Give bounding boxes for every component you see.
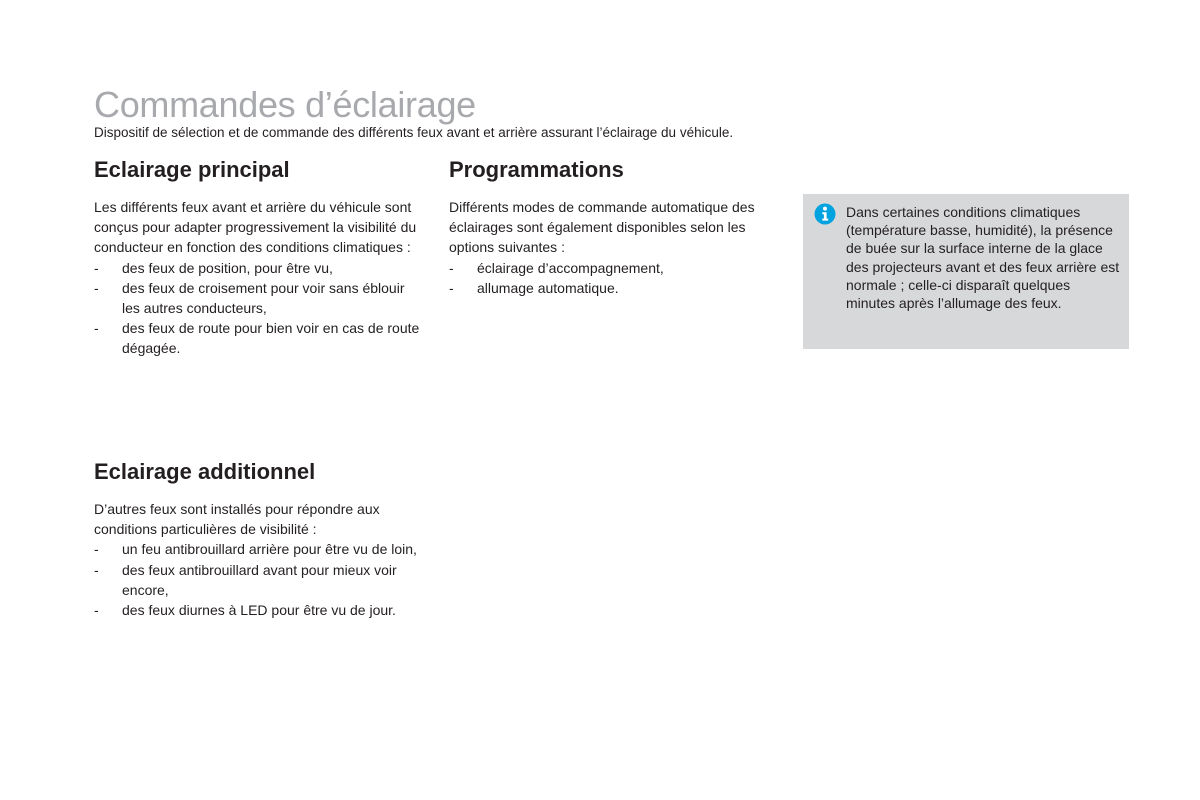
list-marker: - <box>94 602 99 619</box>
list-item-text: des feux antibrouillard avant pour mieux voir encore, <box>122 561 397 598</box>
list-item-text: des feux de position, pour être vu, <box>122 259 333 276</box>
list-item <box>94 278 424 318</box>
section-heading: Eclairage principal <box>94 157 290 182</box>
list-marker: - <box>94 279 99 296</box>
list-item-text: allumage automatique. <box>477 279 619 296</box>
info-icon <box>814 203 836 225</box>
section-intro: Différents modes de commande automatique des éclairages sont également disponibles selon les options suivantes : <box>449 199 755 256</box>
bullet-list <box>449 258 779 298</box>
list-item <box>94 258 424 278</box>
list-marker: - <box>94 541 99 558</box>
bullet-list <box>94 258 424 359</box>
section-intro: Les différents feux avant et arrière du véhicule sont conçus pour adapter progressivement la visibilité du conducteur en fonction des conditions climatiques : <box>94 199 417 256</box>
list-marker: - <box>94 259 99 276</box>
list-item-text: des feux de croisement pour voir sans éblouir les autres conducteurs, <box>122 279 405 317</box>
section-eclairage-additionnel <box>94 458 424 620</box>
info-note-box <box>803 194 1129 349</box>
list-item-text: des feux diurnes à LED pour être vu de jour. <box>122 602 396 619</box>
page-title: Commandes d’éclairage <box>94 84 476 125</box>
list-marker: - <box>449 279 454 296</box>
section-intro: D’autres feux sont installés pour répondre aux conditions particulières de visibilité : <box>94 501 380 538</box>
list-item <box>94 600 424 620</box>
section-eclairage-principal <box>94 156 424 359</box>
section-programmations <box>449 156 779 298</box>
list-item <box>449 258 779 278</box>
list-item-text: des feux de route pour bien voir en cas de route dégagée. <box>122 320 420 357</box>
bullet-list <box>94 539 424 620</box>
section-heading: Programmations <box>449 157 624 182</box>
list-marker: - <box>94 320 99 337</box>
list-item <box>94 560 424 600</box>
list-item <box>94 318 424 358</box>
list-item-text: éclairage d’accompagnement, <box>477 259 664 276</box>
list-item <box>94 539 424 559</box>
list-marker: - <box>449 259 454 276</box>
list-item-text: un feu antibrouillard arrière pour être vu de loin, <box>122 541 417 558</box>
page-subtitle: Dispositif de sélection et de commande des différents feux avant et arrière assurant l’éclairage du véhicule. <box>94 125 734 140</box>
list-item <box>449 278 779 298</box>
info-note-text: Dans certaines conditions climatiques (température basse, humidité), la présence de buée sur la surface interne de la glace des projecteurs avant et des feux arrière est normale ; celle-ci disparaît quelques minutes après l’allumage des feux. <box>846 204 1120 312</box>
list-marker: - <box>94 561 99 578</box>
section-heading: Eclairage additionnel <box>94 459 316 484</box>
